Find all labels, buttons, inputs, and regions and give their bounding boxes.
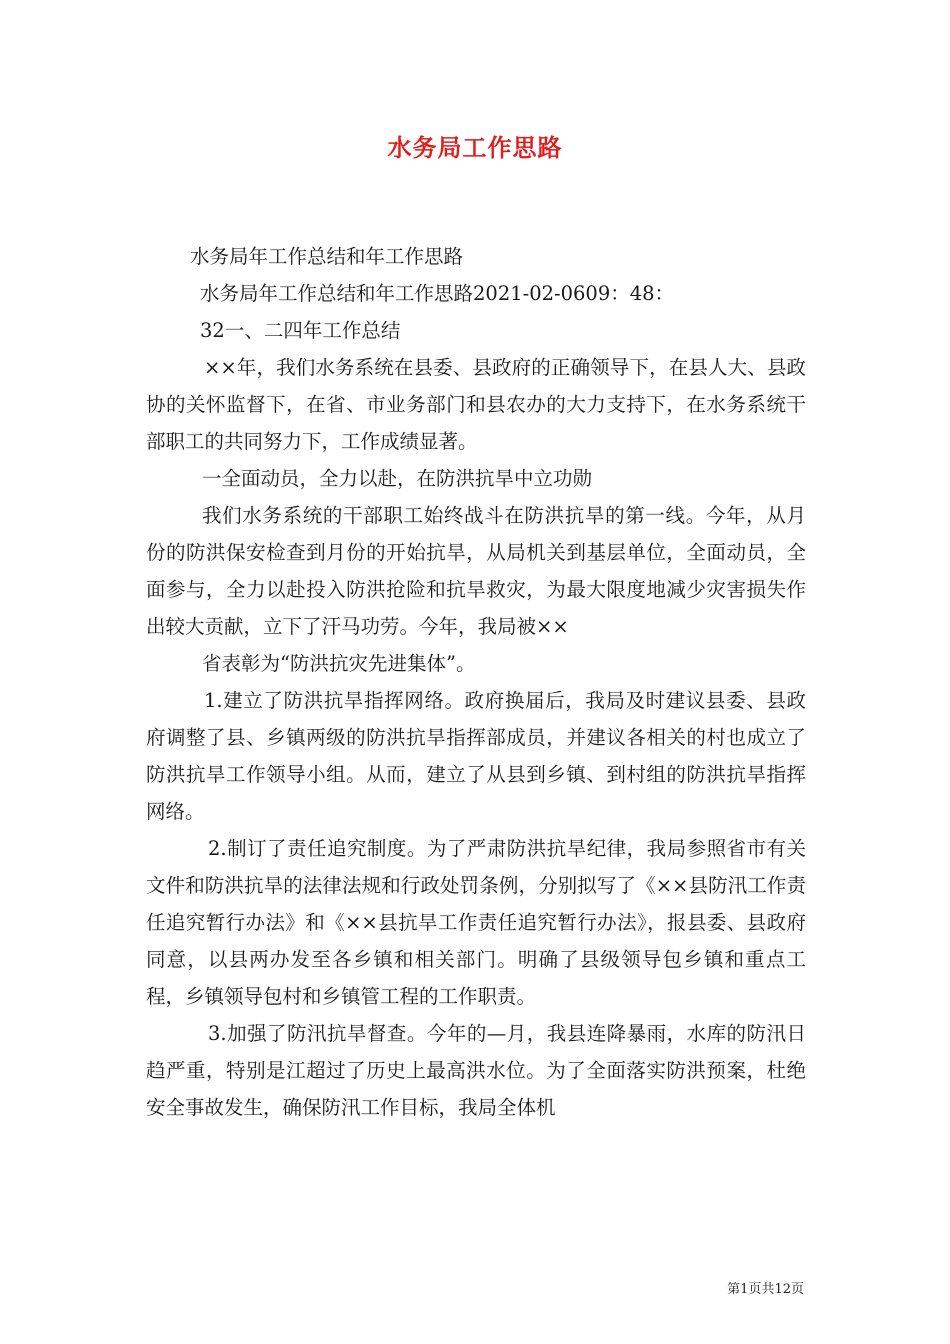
- paragraph: 32一、二四年工作总结: [200, 319, 401, 342]
- paragraph: 1.建立了防洪抗旱指挥网络。政府换届后，我局及时建议县委、县政府调整了县、乡镇两级的防洪抗旱指挥部成员，并建议各相关的村也成立了防洪抗旱工作领导小组。从而，建立了从县到乡镇、到村组的防洪抗旱指挥网络。: [146, 689, 806, 823]
- paragraph: 一全面动员，全力以赴，在防洪抗旱中立功勋: [202, 467, 593, 490]
- paragraph: 2.制订了责任追究制度。为了严肃防洪抗旱纪律，我局参照省市有关文件和防洪抗旱的法律法规和行政处罚条例，分别拟写了《××县防汛工作责任追究暂行办法》和《××县抗旱工作责任追究暂行办法》，报县委、县政府同意，以县两办发至各乡镇和相关部门。明确了县级领导包乡镇和重点工程，乡镇领导包村和乡镇管工程的工作职责。: [146, 837, 806, 1008]
- paragraph: 水务局年工作总结和年工作思路2021-02-0609：48：: [200, 282, 675, 305]
- document-title: 水务局工作思路: [387, 134, 563, 162]
- document-body: [146, 238, 806, 1126]
- page-number: 第1页共12页: [727, 1282, 804, 1297]
- paragraph: 我们水务系统的干部职工始终战斗在防洪抗旱的第一线。今年，从月份的防洪保安检查到月份的开始抗旱，从局机关到基层单位，全面动员，全面参与，全力以赴投入防洪抢险和抗旱救灾，为最大限度地减少灾害损失作出较大贡献，立下了汗马功劳。今年，我局被××: [146, 504, 806, 638]
- paragraph: 3.加强了防汛抗旱督查。今年的—月，我县连降暴雨，水库的防汛日趋严重，特别是江超过了历史上最高洪水位。为了全面落实防洪预案，杜绝安全事故发生，确保防汛工作目标，我局全体机: [146, 1022, 806, 1119]
- paragraph: 水务局年工作总结和年工作思路: [190, 245, 464, 268]
- paragraph: ××年，我们水务系统在县委、县政府的正确领导下，在县人大、县政协的关怀监督下，在省、市业务部门和县农办的大力支持下，在水务系统干部职工的共同努力下，工作成绩显著。: [146, 356, 806, 453]
- paragraph: 省表彰为“防洪抗灾先进集体”。: [202, 652, 476, 675]
